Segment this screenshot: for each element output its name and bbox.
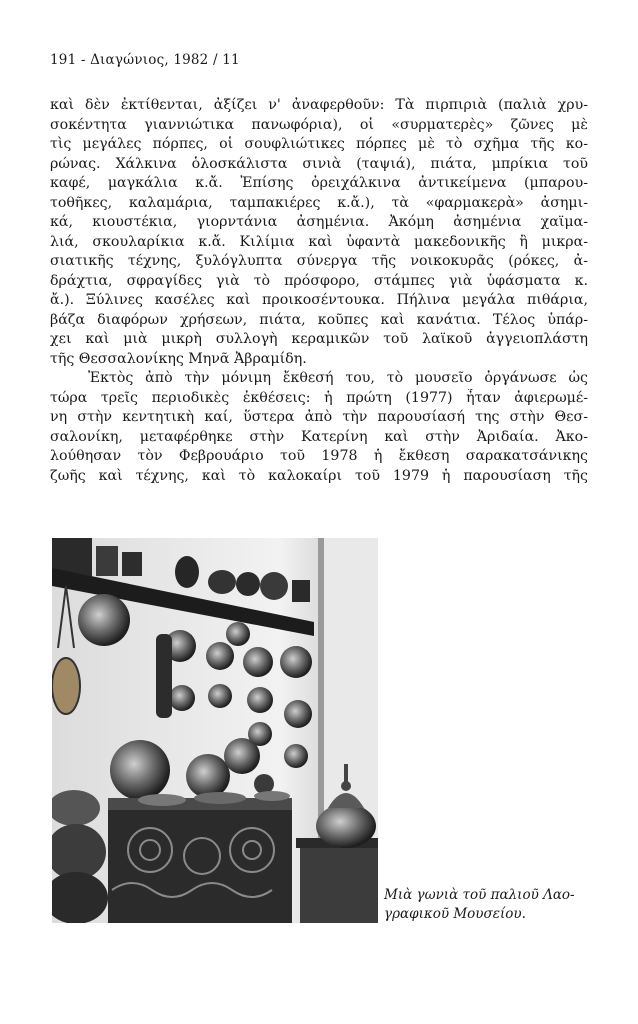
body-line: καφέ, μαγκάλια κ.ἄ. Ἐπίσης ὀρειχάλκινα ἀντικείμενα (μπαρου-	[50, 175, 588, 191]
body-line: τὶς μεγάλες πόρπες, οἱ σουφλιώτικες πόρπες μὲ τὸ σχῆμα τῆς κο-	[50, 136, 588, 152]
museum-photo	[52, 538, 378, 923]
photo-caption	[384, 886, 594, 924]
body-line: νη στὴν κεντητικὴ καί, ὕστερα ἀπὸ τὴν παρουσίασή της στὴν Θεσ-	[50, 409, 588, 425]
body-line: σιατικῆς τέχνης, ξυλόγλυπτα σύνεργα τῆς νοικοκυρᾶς (ρόκες, ἀ-	[50, 253, 588, 269]
museum-photo-illustration	[52, 538, 378, 923]
article-body	[50, 96, 588, 486]
body-line: Ἐκτὸς ἀπὸ τὴν μόνιμη ἔκθεσή του, τὸ μουσεῖο ὀργάνωσε ὡς	[88, 370, 588, 386]
body-line: τώρα τρεῖς περιοδικὲς ἐκθέσεις: ἡ πρώτη (1977) ἦταν ἀφιερωμέ-	[50, 389, 588, 406]
body-line: κά, κιουστέκια, γιορντάνια ἀσημένια. Ἀκόμη ἀσημένια χαϊμα-	[50, 214, 588, 230]
body-line: λούθησαν τὸν Φεβρουάριο τοῦ 1978 ἡ ἔκθεση σαρακατσάνικης	[50, 448, 588, 464]
body-line: χει καὶ μιὰ μικρὴ συλλογὴ κεραμικῶν τοῦ λαϊκοῦ ἀγγειοπλάστη	[50, 331, 588, 347]
body-line: λιά, σκουλαρίκια κ.ἄ. Κιλίμια καὶ ὑφαντὰ μακεδονικῆς ἢ μικρα-	[50, 233, 588, 250]
body-line: τοθῆκες, καλαμάρια, ταμπακιέρες κ.ἄ.), τὰ «φαρμακερὰ» ἀσημι-	[50, 194, 588, 211]
body-line: βάζα διαφόρων χρήσεων, πιάτα, κοῦπες καὶ κανάτια. Τέλος ὑπάρ-	[50, 311, 588, 328]
body-line: δράχτια, σφραγίδες γιὰ τὸ πρόσφορο, στάμπες γιὰ ὑφάσματα κ.	[50, 272, 588, 289]
body-line: καὶ δὲν ἐκτίθενται, ἀξίζει ν' ἀναφερθοῦν: Τὰ πιρπιριὰ (παλιὰ χρυ-	[50, 97, 588, 113]
body-line: τῆς Θεσσαλονίκης Μηνᾶ Ἀβραμίδη.	[50, 350, 307, 367]
body-line: ζωῆς καὶ τέχνης, καὶ τὸ καλοκαίρι τοῦ 1979 ἡ παρουσίαση τῆς	[50, 467, 588, 484]
body-line: σοκέντητα γιαννιώτικα πανωφόρια), οἱ «συρματερὲς» ζῶνες μὲ	[50, 116, 588, 133]
caption-line: Μιὰ γωνιὰ τοῦ παλιοῦ Λαο-	[384, 887, 575, 903]
body-line: σαλονίκη, μεταφέρθηκε στὴν Κατερίνη καὶ στὴν Ἀριδαία. Ἀκο-	[50, 428, 588, 445]
caption-line: γραφικοῦ Μουσείου.	[384, 906, 526, 922]
body-line: ἄ.). Ξύλινες κασέλες καὶ προικοσέντουκα. Πήλινα μεγάλα πιθάρια,	[50, 292, 588, 308]
page-header: 191 - Διαγώνιος, 1982 / 11	[50, 52, 240, 68]
body-line: ρώνας. Χάλκινα ὁλοσκάλιστα σινιὰ (ταψιά), πιάτα, μπρίκια τοῦ	[50, 155, 588, 172]
